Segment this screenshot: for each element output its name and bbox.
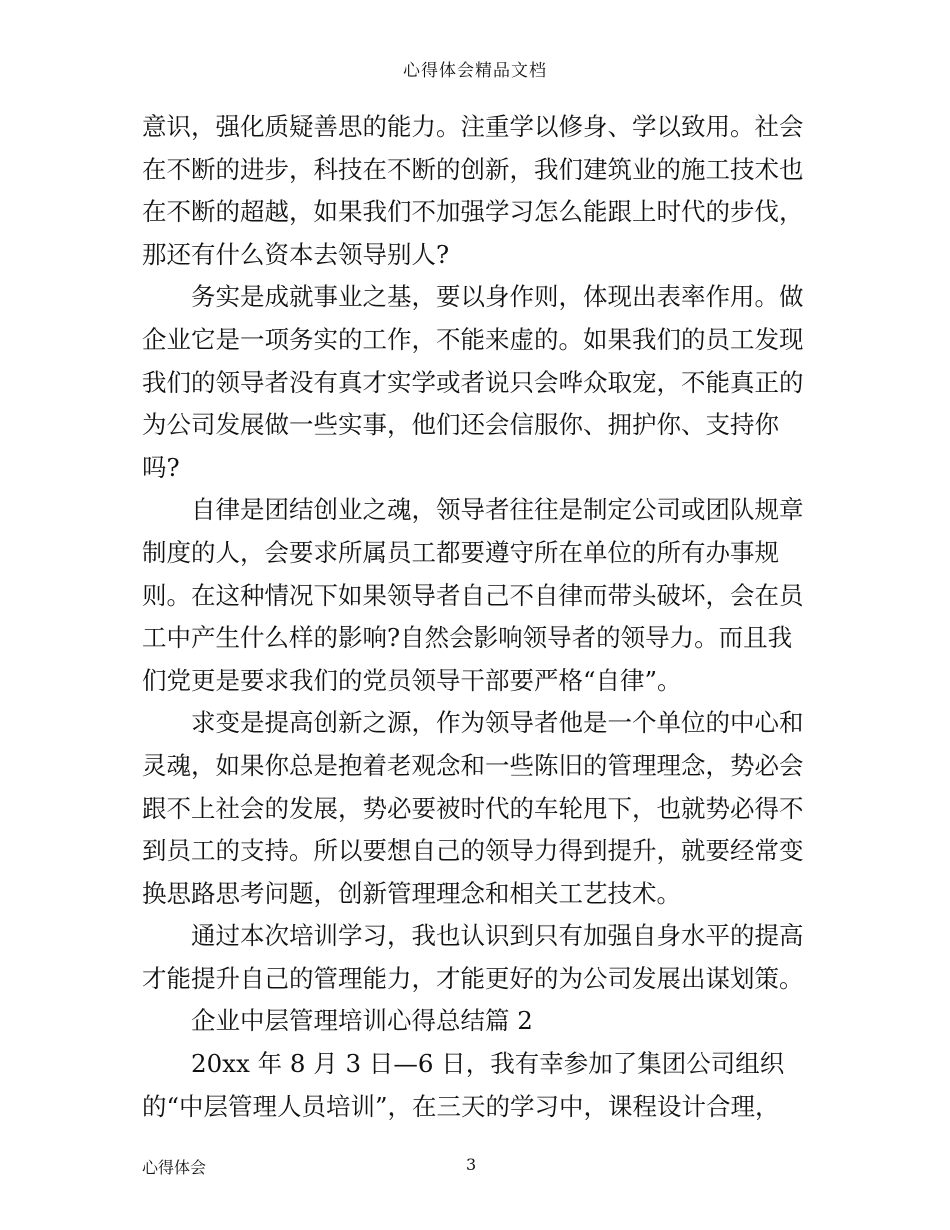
text-line: 意识，强化质疑善思的能力。注重学以修身、学以致用。社会 <box>142 112 804 141</box>
text-line: 通过本次培训学习，我也认识到只有加强自身水平的提高 <box>142 921 804 951</box>
text-line: 工中产生什么样的影响?自然会影响领导者的领导力。而且我 <box>142 623 793 653</box>
text-line: 们党更是要求我们的党员领导干部要严格“自律”。 <box>142 665 682 695</box>
text-line: 到员工的支持。所以要想自己的领导力得到提升，就要经常变 <box>142 836 804 866</box>
text-line: 企业它是一项务实的工作，不能来虚的。如果我们的员工发现 <box>142 324 804 354</box>
document-body <box>142 106 818 1128</box>
text-line: 20xx 年 8 月 3 日—6 日，我有幸参加了集团公司组织 <box>142 1049 785 1079</box>
page-header: 心得体会精品文档 <box>403 61 547 81</box>
text-line: 才能提升自己的管理能力，才能更好的为公司发展出谋划策。 <box>142 963 804 993</box>
text-line: 在不断的超越，如果我们不加强学习怎么能跟上时代的步伐， <box>142 197 804 227</box>
text-line: 换思路思考问题，创新管理理念和相关工艺技术。 <box>142 878 681 908</box>
text-line: 我们的领导者没有真才实学或者说只会哗众取宠，不能真正的 <box>142 367 804 397</box>
text-line: 跟不上社会的发展，势必要被时代的车轮甩下，也就势必得不 <box>142 793 804 823</box>
text-line: 务实是成就事业之基，要以身作则，体现出表率作用。做 <box>142 282 804 312</box>
text-line: 的“中层管理人员培训”，在三天的学习中，课程设计合理， <box>142 1091 780 1121</box>
section-heading: 企业中层管理培训心得总结篇 2 <box>142 1006 533 1036</box>
text-line: 吗? <box>142 452 180 482</box>
text-line: 求变是提高创新之源，作为领导者他是一个单位的中心和 <box>142 708 804 738</box>
text-line: 那还有什么资本去领导别人? <box>142 239 450 269</box>
footer-label: 心得体会 <box>142 1158 207 1177</box>
text-line: 灵魂，如果你总是抱着老观念和一些陈旧的管理理念，势必会 <box>142 750 804 780</box>
text-line: 在不断的进步，科技在不断的创新，我们建筑业的施工技术也 <box>142 154 804 184</box>
text-line: 自律是团结创业之魂，领导者往往是制定公司或团队规章 <box>142 495 804 525</box>
page-number: 3 <box>466 1155 477 1174</box>
text-line: 为公司发展做一些实事，他们还会信服你、拥护你、支持你 <box>142 410 779 440</box>
text-line: 则。在这种情况下如果领导者自己不自律而带头破坏，会在员 <box>142 580 804 610</box>
text-line: 制度的人，会要求所属员工都要遵守所在单位的所有办事规 <box>142 537 779 567</box>
